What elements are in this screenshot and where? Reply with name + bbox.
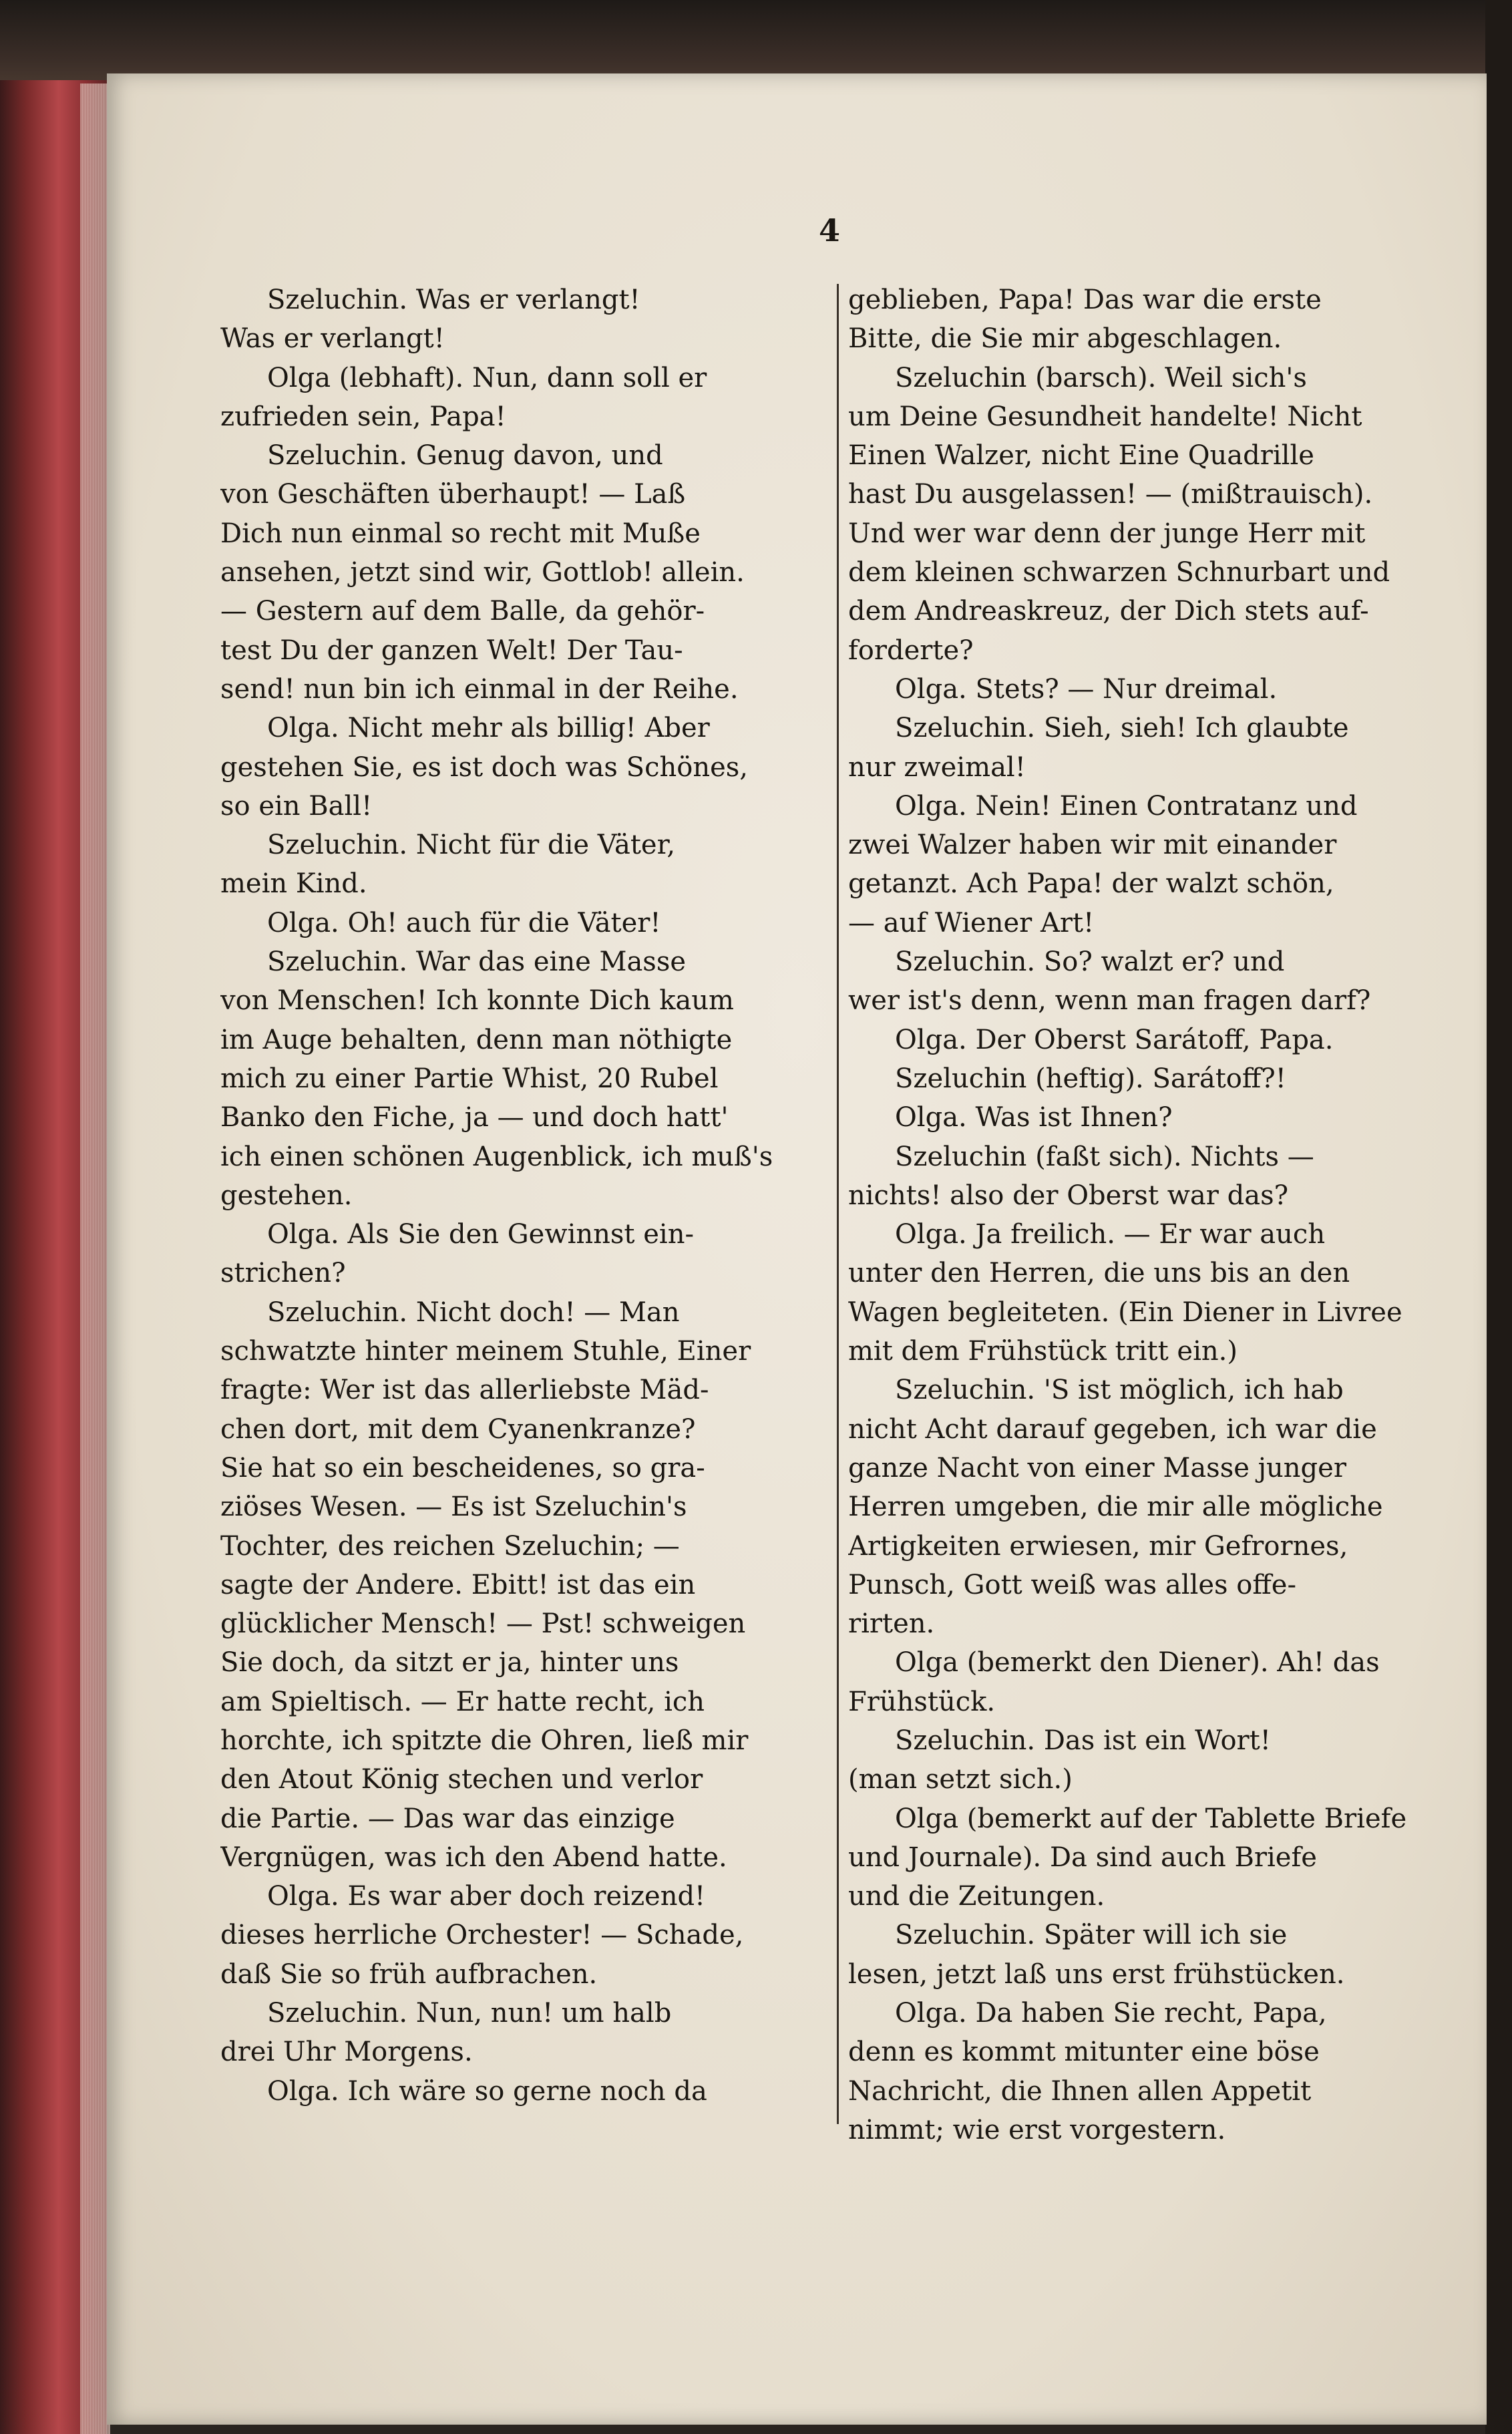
text-line: rirten. [848, 1608, 935, 1640]
text-line: Szeluchin. 'S ist möglich, ich hab [895, 1375, 1344, 1406]
text-line: so ein Ball! [220, 790, 373, 822]
text-line: gestehen. [220, 1180, 353, 1211]
text-line: hast Du ausgelassen! — (mißtrauisch). [848, 479, 1373, 510]
text-line: und Journale). Da sind auch Briefe [848, 1842, 1317, 1873]
text-line: Wagen begleiteten. (Ein Diener in Livree [848, 1296, 1402, 1328]
text-line: ziöses Wesen. — Es ist Szeluchin's [220, 1492, 687, 1523]
text-line: Sie doch, da sitzt er ja, hinter uns [220, 1647, 679, 1679]
text-line: drei Uhr Morgens. [220, 2037, 473, 2068]
left-text-column [220, 281, 815, 2111]
text-line: ich einen schönen Augenblick, ich muß's [220, 1141, 773, 1172]
column-divider [837, 284, 839, 2124]
text-line: Bitte, die Sie mir abgeschlagen. [848, 323, 1282, 355]
text-line: horchte, ich spitzte die Ohren, ließ mir [220, 1725, 749, 1756]
text-line: von Menschen! Ich konnte Dich kaum [220, 985, 734, 1017]
text-line: um Deine Gesundheit handelte! Nicht [848, 401, 1362, 432]
text-line: Olga. Da haben Sie recht, Papa, [895, 1998, 1327, 2029]
text-line: Olga. Als Sie den Gewinnst ein- [267, 1219, 694, 1250]
text-line: Szeluchin. So? walzt er? und [895, 946, 1285, 978]
text-line: nichts! also der Oberst war das? [848, 1180, 1289, 1211]
text-line: Olga. Was ist Ihnen? [895, 1102, 1173, 1134]
text-line: Artigkeiten erwiesen, mir Gefrornes, [848, 1530, 1348, 1562]
text-line: Frühstück. [848, 1686, 996, 1717]
text-line: sagte der Andere. Ebitt! ist das ein [220, 1569, 696, 1600]
text-line: Vergnügen, was ich den Abend hatte. [220, 1842, 727, 1873]
text-line: ansehen, jetzt sind wir, Gottlob! allein. [220, 557, 745, 588]
text-line: gestehen Sie, es ist doch was Schönes, [220, 751, 748, 783]
text-line: zufrieden sein, Papa! [220, 401, 506, 432]
text-line: dieses herrliche Orchester! — Schade, [220, 1920, 744, 1951]
text-line: lesen, jetzt laß uns erst frühstücken. [848, 1958, 1345, 1990]
text-line: — auf Wiener Art! [848, 907, 1095, 938]
text-line: fragte: Wer ist das allerliebste Mäd- [220, 1375, 709, 1406]
book-cover-right [1485, 0, 1512, 2434]
text-line: Einen Walzer, nicht Eine Quadrille [848, 440, 1314, 472]
right-text-column [848, 281, 1456, 2149]
text-line: Olga. Ja freilich. — Er war auch [895, 1219, 1326, 1250]
text-line: Dich nun einmal so recht mit Muße [220, 518, 701, 549]
text-line: Banko den Fiche, ja — und doch hatt' [220, 1102, 729, 1134]
text-line: dem kleinen schwarzen Schnurbart und [848, 557, 1390, 588]
text-line: Sie hat so ein bescheidenes, so gra- [220, 1452, 705, 1484]
text-line: die Partie. — Das war das einzige [220, 1803, 675, 1834]
text-line: von Geschäften überhaupt! — Laß [220, 479, 686, 510]
text-line: schwatzte hinter meinem Stuhle, Einer [220, 1336, 751, 1367]
text-line: daß Sie so früh aufbrachen. [220, 1958, 598, 1990]
text-line: Szeluchin (heftig). Sarátoff?! [895, 1063, 1286, 1094]
text-line: (man setzt sich.) [848, 1764, 1073, 1795]
text-line: mit dem Frühstück tritt ein.) [848, 1336, 1238, 1367]
text-line: forderte? [848, 635, 974, 666]
text-line: getanzt. Ach Papa! der walzt schön, [848, 868, 1334, 900]
text-line: zwei Walzer haben wir mit einander [848, 830, 1337, 861]
text-line: nur zweimal! [848, 751, 1026, 783]
text-line: Szeluchin. War das eine Masse [267, 946, 687, 978]
text-line: Olga. Nicht mehr als billig! Aber [267, 713, 710, 744]
text-line: Szeluchin. Später will ich sie [895, 1920, 1288, 1951]
text-line: Olga. Ich wäre so gerne noch da [267, 2075, 707, 2107]
text-line: Olga. Stets? — Nur dreimal. [895, 673, 1278, 705]
text-line: Olga (lebhaft). Nun, dann soll er [267, 362, 707, 393]
text-line: Und wer war denn der junge Herr mit [848, 518, 1366, 549]
text-line: mich zu einer Partie Whist, 20 Rubel [220, 1063, 719, 1094]
text-line: glücklicher Mensch! — Pst! schweigen [220, 1608, 746, 1640]
text-line: unter den Herren, die uns bis an den [848, 1258, 1350, 1289]
text-line: strichen? [220, 1258, 346, 1289]
text-line: chen dort, mit dem Cyanenkranze? [220, 1413, 696, 1445]
text-line: Was er verlangt! [220, 323, 445, 355]
text-line: Szeluchin. Nicht für die Väter, [267, 830, 676, 861]
text-line: nicht Acht darauf gegeben, ich war die [848, 1413, 1377, 1445]
text-line: Szeluchin. Was er verlangt! [267, 285, 640, 315]
text-line: Szeluchin. Das ist ein Wort! [895, 1725, 1271, 1756]
text-line: send! nun bin ich einmal in der Reihe. [220, 673, 739, 705]
text-line: und die Zeitungen. [848, 1881, 1105, 1912]
text-line: Olga. Oh! auch für die Väter! [267, 907, 661, 938]
text-line: nimmt; wie erst vorgestern. [848, 2114, 1226, 2145]
text-line: Szeluchin (barsch). Weil sich's [895, 362, 1307, 393]
text-line: Olga. Es war aber doch reizend! [267, 1881, 706, 1912]
text-line: geblieben, Papa! Das war die erste [848, 285, 1322, 315]
page-number: 4 [818, 212, 840, 248]
text-line: denn es kommt mitunter eine böse [848, 2037, 1320, 2068]
text-line: Herren umgeben, die mir alle mögliche [848, 1492, 1383, 1523]
text-line: Olga. Der Oberst Sarátoff, Papa. [895, 1024, 1334, 1055]
text-line: — Gestern auf dem Balle, da gehör- [220, 596, 705, 627]
text-line: test Du der ganzen Welt! Der Tau- [220, 635, 683, 666]
text-line: Szeluchin (faßt sich). Nichts — [895, 1141, 1314, 1172]
text-line: ganze Nacht von einer Masse junger [848, 1452, 1346, 1484]
text-line: Punsch, Gott weiß was alles offe- [848, 1569, 1296, 1600]
text-line: Szeluchin. Nicht doch! — Man [267, 1296, 680, 1328]
text-line: Szeluchin. Sieh, sieh! Ich glaubte [895, 713, 1349, 744]
text-line: Olga (bemerkt auf der Tablette Briefe [895, 1803, 1407, 1834]
page-edges [80, 83, 110, 2434]
text-line: Szeluchin. Nun, nun! um halb [267, 1998, 672, 2029]
text-line: Olga (bemerkt den Diener). Ah! das [895, 1647, 1380, 1679]
text-line: im Auge behalten, denn man nöthigte [220, 1024, 733, 1055]
text-line: Nachricht, die Ihnen allen Appetit [848, 2075, 1312, 2107]
text-line: Olga. Nein! Einen Contratanz und [895, 790, 1358, 822]
text-line: mein Kind. [220, 868, 367, 900]
text-line: am Spieltisch. — Er hatte recht, ich [220, 1686, 705, 1717]
text-line: Szeluchin. Genug davon, und [267, 440, 663, 472]
text-line: den Atout König stechen und verlor [220, 1764, 703, 1795]
text-line: Tochter, des reichen Szeluchin; — [220, 1530, 680, 1562]
text-line: dem Andreaskreuz, der Dich stets auf- [848, 596, 1369, 627]
text-line: wer ist's denn, wenn man fragen darf? [848, 985, 1371, 1017]
